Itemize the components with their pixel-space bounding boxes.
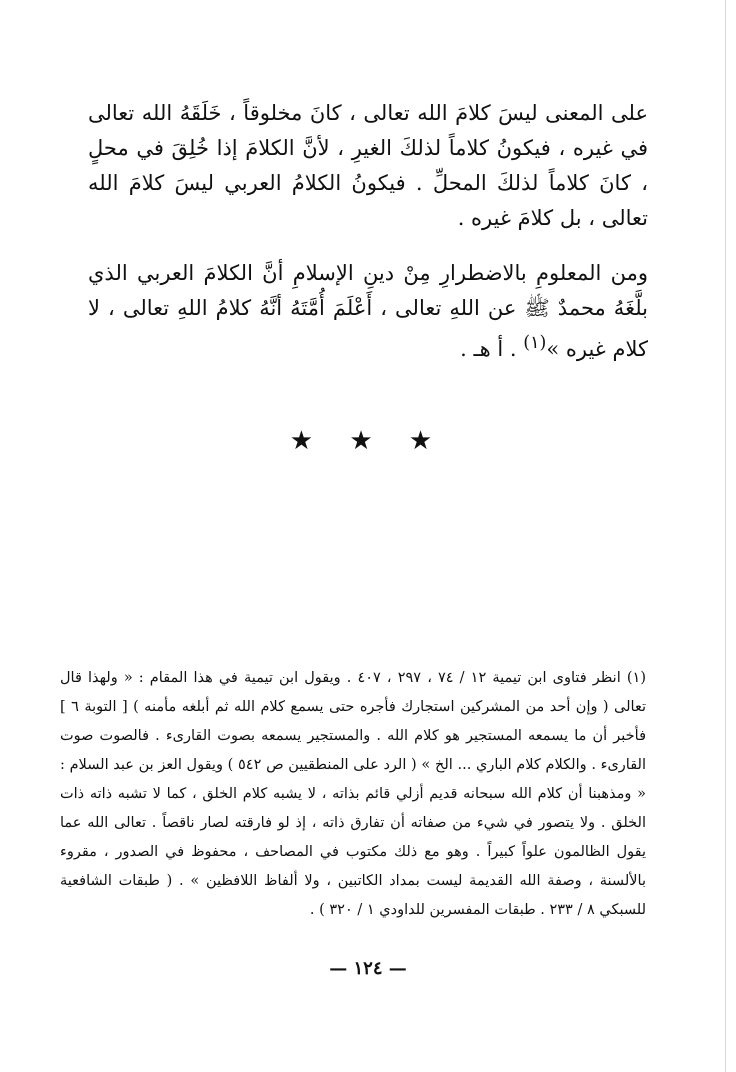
paragraph-2-end: . أ هـ .: [460, 337, 517, 361]
paragraph-1: على المعنى ليسَ كلامَ الله تعالى ، كانَ مخلوقاً ، خَلَقَهُ الله تعالى في غيره ، فيكونُ كلاماً لذلكَ الغيرِ ، لأنَّ الكلامَ إذا خُلِقَ في محلٍ ، كانَ كلاماً لذلكَ المحلِّ . فيكونُ الكلامُ العربي ليسَ كلامَ الله تعالى ، بل كلامَ غيره .: [88, 101, 648, 230]
page-number: — ١٢٤ —: [329, 958, 407, 979]
footnote-reference: (١): [523, 333, 547, 353]
main-text: [88, 96, 648, 367]
paragraph-2: [88, 256, 648, 367]
footnotes: [60, 664, 646, 925]
section-separator: ★ ★ ★: [289, 426, 447, 456]
footnote-text: انظر فتاوى ابن تيمية ١٢ / ٧٤ ، ٢٩٧ ، ٤٠٧ . ويقول ابن تيمية في هذا المقام : « ولهذا قال تعالى ( وإن أحد من المشركين استجارك فأجره حتى يسمع كلام الله ثم أبلغه مأمنه ) [ التوبة ٦ ] فأخبر أن ما يسمعه المستجير هو كلام الله . والمستجير يسمعه بصوت القارىء . فالصوت صوت القارىء . والكلام كلام الباري ... الخ » ( الرد على المنطقيين ص ٥٤٢ ) ويقول العز بن عبد السلام : « ومذهبنا أن كلام الله سبحانه قديم أزلي قائم بذاته ، لا يشبه كلام الخلق ، كما لا تشبه ذاته ذات الخلق . ولا يتصور في شيء من صفاته أن تفارق ذاته ، إذ لو فارقته لصار ناقصاً . تعالى الله عما يقول الظالمون علواً كبيراً . وهو مع ذلك مكتوب في المصاحف ، محفوظ في الصدور ، مقروء بالألسنة ، وصفة الله القديمة ليست بمداد الكاتبين ، ولا ألفاظ اللافظين » . ( طبقات الشافعية للسبكي ٨ / ٢٣٣ . طبقات المفسرين للداودي ١ / ٣٢٠ ) .: [60, 670, 646, 918]
footnote-marker: (١): [626, 670, 646, 686]
footnote-1: [60, 664, 646, 925]
paragraph-2-text: ومن المعلومِ بالاضطرارِ مِنْ دينِ الإسلامِ أنَّ الكلامَ العربي الذي بلَّغَهُ محمدٌ ﷺ عن اللهِ تعالى ، أَعْلَمَ أُمَّتَهُ أنَّهُ كلامُ اللهِ تعالى ، لا كلام غيره »: [88, 261, 648, 361]
page-edge-line: [725, 0, 726, 1072]
